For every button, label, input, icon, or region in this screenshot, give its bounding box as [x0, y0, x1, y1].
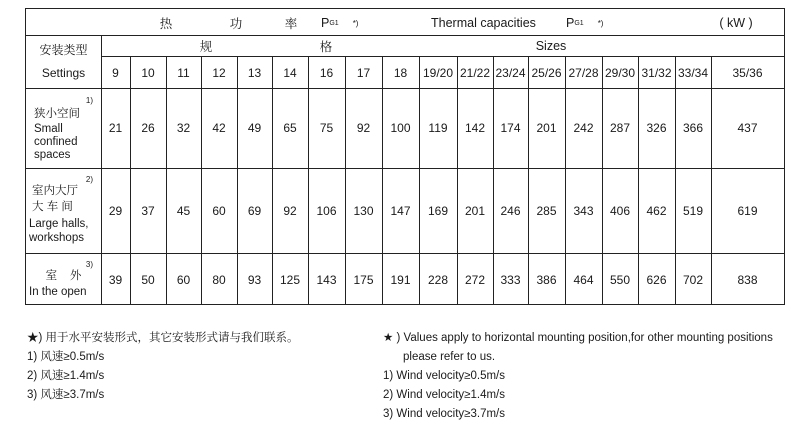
sizes-header-cn-1: 规: [199, 40, 213, 54]
row-label-large-halls: [26, 168, 101, 253]
table-cell: 50: [141, 272, 155, 287]
table-cell: 343: [573, 203, 594, 218]
symbol-subscript: G1: [329, 19, 339, 27]
row-footnote-mark: 1): [85, 96, 93, 105]
row-label-open: [26, 253, 101, 305]
row-footnote-mark: 3): [85, 260, 93, 269]
size-header-cell: 17: [356, 65, 371, 80]
settings-header-cn: 安装类型: [39, 42, 88, 57]
table-cell: 45: [176, 203, 191, 218]
row-label-small-spaces: [26, 88, 101, 168]
table-cell: 626: [646, 272, 667, 287]
table-cell: 29: [108, 203, 123, 218]
table-cell: 406: [609, 203, 631, 218]
note-3-cn: 3) 风速≥3.7m/s: [27, 389, 105, 401]
table-cell: 287: [609, 121, 631, 135]
table-cell: 550: [609, 272, 631, 287]
unit-label: ( kW ): [719, 16, 753, 30]
table-cell: 92: [356, 121, 371, 135]
table-cell: 32: [176, 121, 191, 135]
table-cell: 201: [536, 121, 557, 135]
row-label-en: In the open: [29, 286, 87, 298]
title-cn-1: 热: [159, 17, 173, 31]
symbol-subscript: G1: [574, 19, 584, 27]
size-header-cell: 33/34: [677, 65, 709, 80]
title-symbol-2: [566, 13, 646, 33]
table-cell: 125: [279, 272, 301, 287]
table-cell: 92: [283, 203, 297, 218]
size-header-cell: 12: [212, 65, 226, 80]
row-divider: [26, 35, 784, 36]
table-cell: 143: [316, 272, 337, 287]
table-cell: 65: [283, 121, 297, 135]
size-header-cell: 21/22: [459, 65, 491, 80]
size-header-cell: 18: [393, 65, 408, 80]
table-cell: 49: [247, 121, 262, 135]
table-cell: 333: [500, 272, 521, 287]
table-cell: 519: [682, 203, 704, 218]
table-cell: 462: [646, 203, 667, 218]
table-cell: 464: [573, 272, 594, 287]
table-cell: 100: [390, 121, 411, 135]
note-2-en: 2) Wind velocity≥1.4m/s: [383, 389, 505, 401]
row-label-cn: 室 外: [45, 270, 82, 282]
table-cell: 201: [464, 203, 486, 218]
table-cell: 80: [212, 272, 226, 287]
table-cell: 285: [536, 203, 557, 218]
table-cell: 702: [682, 272, 704, 287]
note-1-cn: 1) 风速≥0.5m/s: [27, 351, 105, 363]
settings-header-en: Settings: [41, 66, 86, 80]
table-cell: 75: [319, 121, 334, 135]
footnote-mark: *): [597, 18, 604, 28]
table-cell: 37: [141, 203, 155, 218]
table-cell: 326: [646, 121, 667, 135]
thermal-capacity-table: [25, 8, 785, 305]
note-1-en: 1) Wind velocity≥0.5m/s: [383, 370, 505, 382]
row-label-en-1: Large halls,: [29, 218, 89, 230]
notes-en: [383, 329, 773, 424]
size-header-cell: 23/24: [495, 65, 526, 80]
notes-cn: [27, 329, 299, 405]
table-cell: 93: [247, 272, 262, 287]
row-label-cn-1: 室内大厅: [32, 185, 78, 197]
title-cn-2: 功: [229, 17, 243, 31]
size-header-cell: 9: [112, 65, 119, 80]
table-cell: 272: [464, 272, 486, 287]
table-cell: 619: [737, 203, 758, 218]
sizes-header-en: Sizes: [535, 39, 567, 53]
size-header-cell: 10: [141, 65, 155, 80]
size-header-cell: 35/36: [732, 65, 763, 80]
table-cell: 246: [500, 203, 521, 218]
size-header-cell: 27/28: [568, 65, 599, 80]
sizes-header-cn-2: 格: [319, 40, 333, 54]
note-star-en-2: please refer to us.: [403, 351, 496, 363]
size-header-cell: 11: [177, 65, 190, 80]
title-symbol: [321, 13, 381, 33]
table-cell: 142: [464, 121, 486, 135]
row-label-en-2: confined: [34, 136, 78, 148]
row-label-en-2: workshops: [29, 232, 84, 244]
row-label-cn-2: 大 车 间: [32, 201, 73, 213]
size-header-cell: 25/26: [531, 65, 562, 80]
note-2-cn: 2) 风速≥1.4m/s: [27, 370, 105, 382]
size-header-cell: 31/32: [641, 65, 672, 80]
table-cell: 191: [390, 272, 411, 287]
footnote-mark: *): [352, 18, 359, 28]
table-cell: 60: [212, 203, 226, 218]
size-header-cell: 19/20: [422, 65, 454, 80]
row-label-en-1: Small: [34, 123, 63, 135]
table-cell: 366: [682, 121, 704, 135]
table-cell: 26: [141, 121, 155, 135]
table-cell: 39: [108, 272, 123, 287]
size-header-cell: 14: [283, 65, 297, 80]
title-en: Thermal capacities: [431, 16, 536, 30]
table-cell: 42: [212, 121, 226, 135]
table-cell: 174: [500, 121, 521, 135]
size-header-cell: 16: [319, 65, 334, 80]
table-cell: 228: [427, 272, 449, 287]
table-cell: 838: [737, 272, 758, 287]
table-cell: 21: [108, 121, 123, 135]
table-cell: 69: [247, 203, 262, 218]
size-header-cell: 29/30: [604, 65, 636, 80]
table-cell: 106: [316, 203, 337, 218]
table-cell: 60: [176, 272, 191, 287]
row-label-en-3: spaces: [34, 149, 71, 161]
row-footnote-mark: 2): [85, 175, 93, 184]
symbol-p: P: [321, 16, 330, 30]
note-star-cn: ★) 用于水平安装形式，其它安装形式请与我们联系。: [27, 332, 299, 344]
note-star-en-1: ★ ) Values apply to horizontal mounting position,for other mounting positions: [383, 332, 773, 344]
table-cell: 242: [573, 121, 594, 135]
size-header-cell: 13: [247, 65, 262, 80]
table-cell: 130: [353, 203, 374, 218]
note-3-en: 3) Wind velocity≥3.7m/s: [383, 408, 505, 420]
row-label-cn: 狭小空间: [34, 108, 80, 120]
table-cell: 119: [428, 121, 448, 135]
table-cell: 437: [737, 121, 758, 135]
table-cell: 175: [353, 272, 374, 287]
table-cell: 386: [536, 272, 557, 287]
table-cell: 169: [427, 203, 449, 218]
table-cell: 147: [390, 203, 411, 218]
symbol-p: P: [566, 16, 575, 30]
title-cn-3: 率: [284, 17, 298, 31]
